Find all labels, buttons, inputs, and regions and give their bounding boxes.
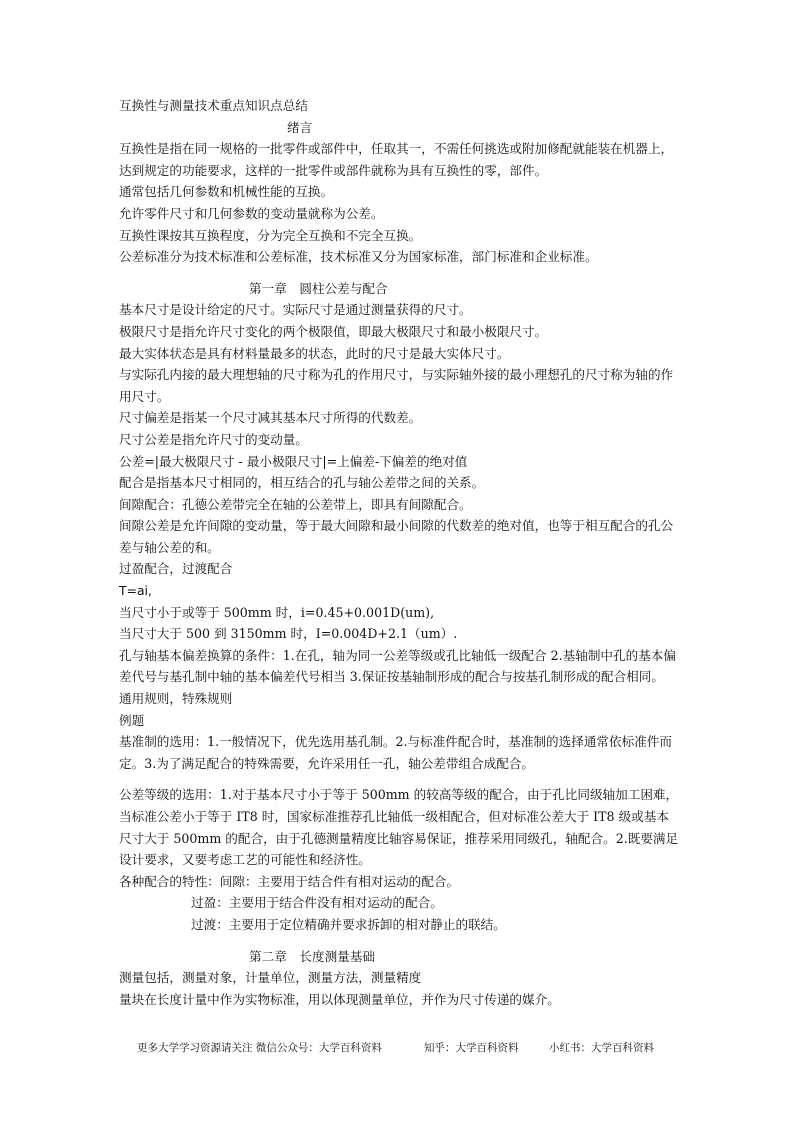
- document-body: [119, 95, 679, 1010]
- formula-line: T=ai,: [119, 583, 152, 599]
- document-title: 互换性与测量技术重点知识点总结: [119, 98, 308, 113]
- chapter1-paragraph: 通用规则，特殊规则: [119, 691, 233, 707]
- chapter1-paragraph: 基准制的选用：1.一般情况下，优先选用基孔制。2.与标准件配合时，基准制的选择通常依标准件而定。3.为了满足配合的特殊需要，允许采用任一孔，轴公差带组合成配合。: [119, 734, 672, 771]
- chapter1-paragraph: 与实际孔内接的最大理想轴的尺寸称为孔的作用尺寸，与实际轴外接的最小理想孔的尺寸称为轴的作用尺寸。: [119, 367, 674, 404]
- chapter2-paragraph: 量块在长度计量中作为实物标准，用以体现测量单位，并作为尺寸传递的媒介。: [119, 991, 560, 1007]
- chapter1-paragraph: 间隙公差是允许间隙的变动量，等于最大间隙和最小间隙的代数差的绝对值，也等于相互配合的孔公差与轴公差的和。: [119, 518, 674, 555]
- chapter1-heading: 第一章 圆柱公差与配合: [249, 280, 388, 296]
- chapter2-heading: 第二章 长度测量基础: [249, 948, 375, 964]
- chapter1-paragraph: 尺寸偏差是指某一个尺寸减其基本尺寸所得的代数差。: [119, 410, 422, 426]
- intro-paragraph: 互换性课按其互换程度，分为完全互换和不完全互换。: [119, 227, 422, 243]
- chapter2-paragraph: 测量包括，测量对象，计量单位，测量方法，测量精度: [119, 970, 422, 986]
- chapter1-paragraph: 基本尺寸是设计给定的尺寸。实际尺寸是通过测量获得的尺寸。: [119, 302, 472, 318]
- chapter1-paragraph: 孔与轴基本偏差换算的条件：1.在孔，轴为同一公差等级或孔比轴低一级配合 2.基轴制中孔的基本偏差代号与基孔制中轴的基本偏差代号相当 3.保证按基轴制形成的配合与按基孔制形成的配合相同。: [119, 647, 676, 685]
- fit-types-line: 过盈：主要用于结合件没有相对运动的配合。: [191, 895, 443, 911]
- fit-types-line: 过渡：主要用于定位精确并要求拆卸的相对静止的联结。: [191, 916, 506, 932]
- chapter1-paragraph: 极限尺寸是指允许尺寸变化的两个极限值，即最大极限尺寸和最小极限尺寸。: [119, 323, 548, 339]
- chapter1-paragraph: 例题: [119, 712, 145, 728]
- chapter1-paragraph: 配合是指基本尺寸相同的，相互结合的孔与轴公差带之间的关系。: [119, 475, 485, 491]
- formula-line: 当尺寸大于 500 到 3150mm 时，I=0.004D+2.1（um）.: [119, 626, 458, 642]
- chapter1-paragraph: 尺寸公差是指允许尺寸的变动量。: [119, 431, 308, 447]
- intro-paragraph: 通常包括几何参数和机械性能的互换。: [119, 184, 334, 200]
- chapter1-paragraph: 最大实体状态是具有材料量最多的状态，此时的尺寸是最大实体尺寸。: [119, 345, 510, 361]
- formula-line: 当尺寸小于或等于 500mm 时，i=0.45+0.001D(um),: [119, 604, 435, 620]
- intro-paragraph: 公差标准分为技术标准和公差标准，技术标准又分为国家标准，部门标准和企业标准。: [119, 249, 598, 265]
- grade-selection-paragraph: 公差等级的选用：1.对于基本尺寸小于等于 500mm 的较高等级的配合，由于孔比同级轴加工困难，当标准公差小于等于 IT8 时，国家标准推荐孔比轴低一级相配合，但对标准公差大于 IT8 级或基本尺寸大于 500mm 的配合，由于孔德测量精度比轴容易保证，推荐采用同级孔，轴配合。2.既要满足设计要求，又要考虑工艺的可能性和经济性。: [119, 787, 679, 868]
- intro-heading: 绪言: [287, 119, 313, 135]
- chapter1-paragraph: 间隙配合：孔德公差带完全在轴的公差带上，即具有间隙配合。: [119, 496, 472, 512]
- intro-paragraph: 允许零件尺寸和几何参数的变动量就称为公差。: [119, 205, 384, 221]
- chapter1-paragraph: 过盈配合，过渡配合: [119, 561, 233, 577]
- footer-wechat: 更多大学学习资源请关注 微信公众号：大学百科资料: [137, 1042, 382, 1054]
- footer-zhihu: 知乎：大学百科资料: [424, 1042, 519, 1054]
- chapter1-paragraph: 公差=|最大极限尺寸 - 最小极限尺寸|=上偏差-下偏差的绝对值: [119, 453, 468, 469]
- intro-paragraph: 互换性是指在同一规格的一批零件或部件中，任取其一，不需任何挑选或附加修配就能装在机器上，达到规定的功能要求，这样的一批零件或部件就称为具有互换性的零，部件。: [119, 141, 674, 178]
- footer-xiaohongshu: 小红书：大学百科资料: [549, 1042, 654, 1054]
- fit-types-line: 各种配合的特性：间隙：主要用于结合件有相对运动的配合。: [119, 873, 460, 889]
